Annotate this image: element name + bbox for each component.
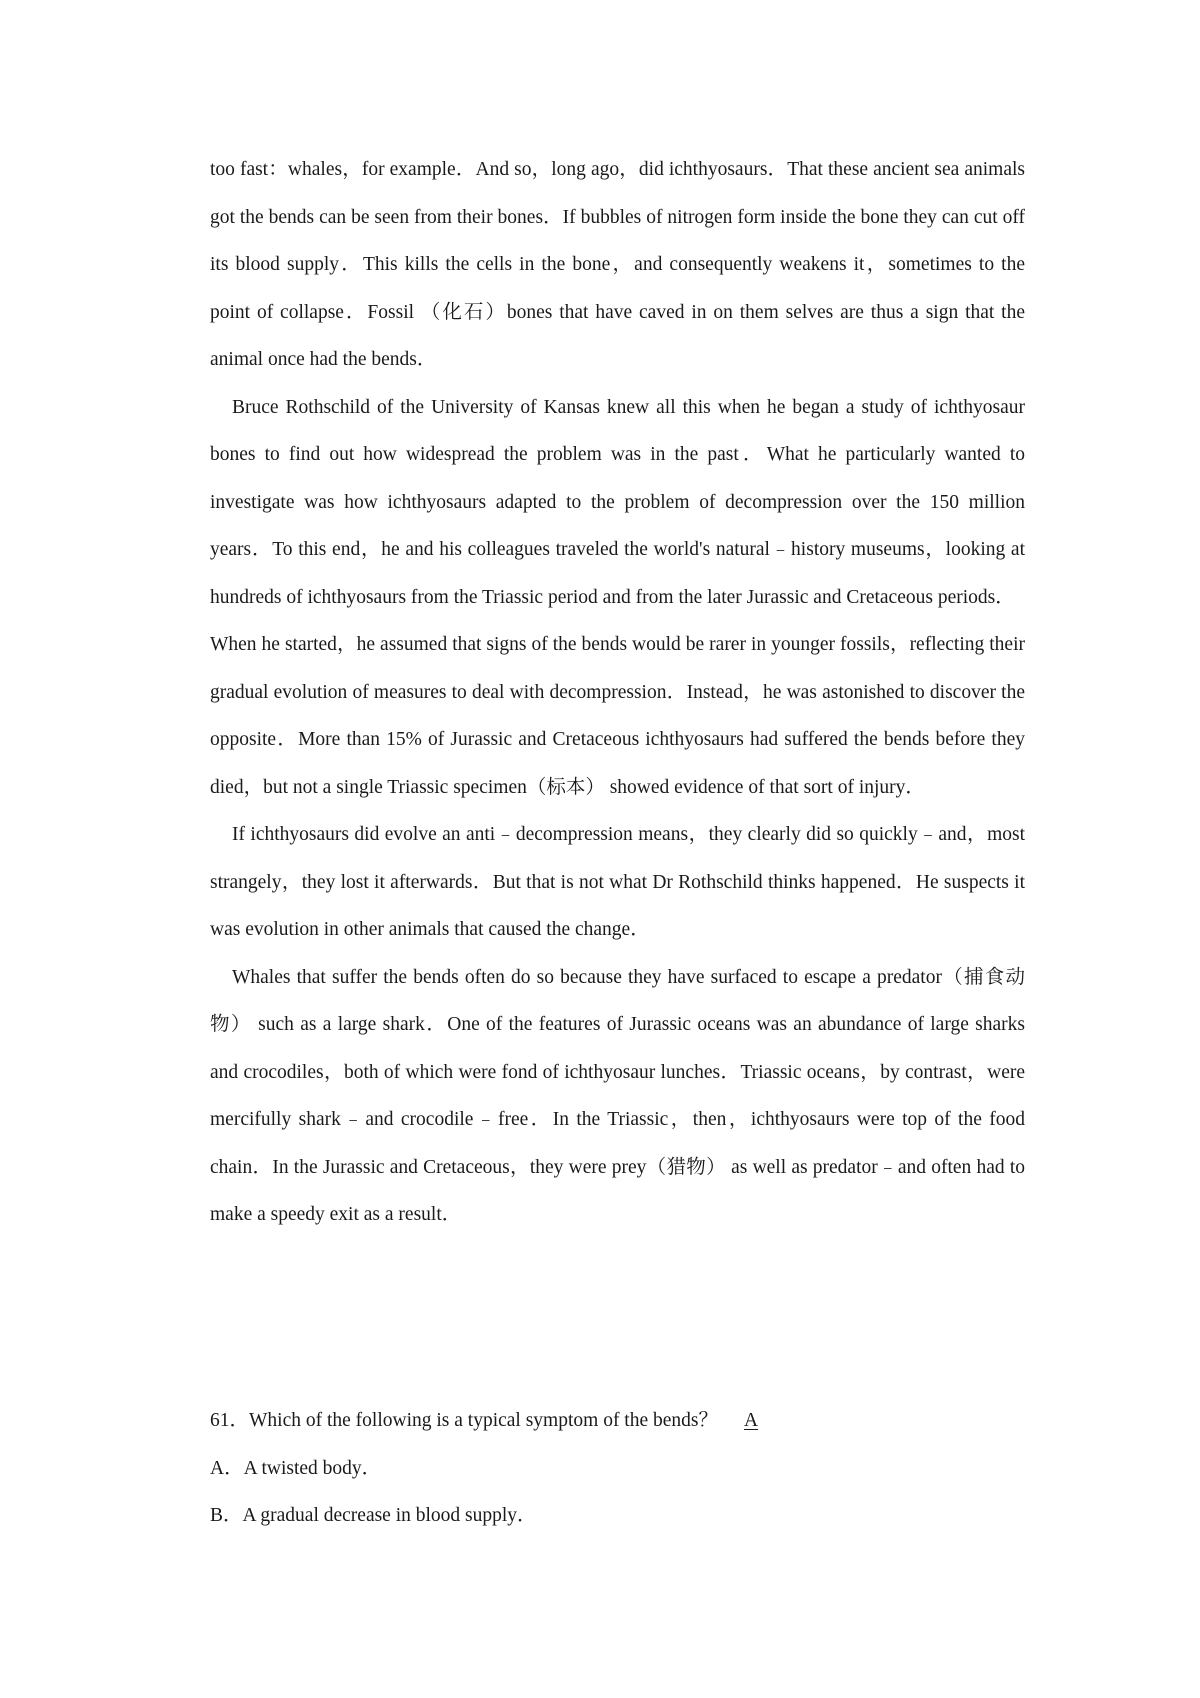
passage-paragraph-3: When he started，he assumed that signs of the bends would be rarer in younger fossils，reflecting their gradual evolution of measures to deal with decompression．Instead，he was astonished to discover the opposite．More than 15% of Jurassic and Cretaceous ichthyosaurs had suffered the bends before they died，but not a single Triassic specimen（标本） showed evidence of that sort of injury． — [210, 634, 1025, 798]
passage-paragraph-4: If ichthyosaurs did evolve an anti﹣decompression means，they clearly did so quickly﹣and，most strangely，they lost it afterwards．But that is not what Dr Rothschild thinks happened．He suspects it was evolution in other animals that caused the change． — [210, 824, 1025, 940]
passage-paragraph-5: Whales that suffer the bends often do so because they have surfaced to escape a predator（捕食动物） such as a large shark．One of the features of Jurassic oceans was an abundance of large sharks and crocodiles，both of which were fond of ichthyosaur lunches．Triassic oceans，by contrast，were mercifully shark﹣and crocodile﹣free．In the Triassic，then，ichthyosaurs were top of the food chain．In the Jurassic and Cretaceous，they were prey（猎物） as well as predator﹣and often had to make a speedy exit as a result． — [210, 966, 1025, 1225]
reading-passage — [210, 146, 1025, 1239]
answer-blank: A — [743, 1410, 759, 1431]
option-a: A．A twisted body． — [210, 1457, 382, 1479]
passage-paragraph-2: Bruce Rothschild of the University of Kansas knew all this when he began a study of ichthyosaur bones to find out how widespread the problem was in the past．What he particularly wanted to investigate was how ichthyosaurs adapted to the problem of decompression over the 150 million years．To this end，he and his colleagues traveled the world's natural﹣history museums，looking at hundreds of ichthyosaurs from the Triassic period and from the later Jurassic and Cretaceous periods． — [210, 396, 1025, 608]
question-stem-line — [210, 1397, 1025, 1445]
question-stem: 61．Which of the following is a typical symptom of the bends？ — [210, 1410, 718, 1431]
question-61 — [210, 1397, 1025, 1540]
passage-paragraph-1: too fast：whales，for example．And so，long ago，did ichthyosaurs．That these ancient sea animals got the bends can be seen from their bones．If bubbles of nitrogen form inside the bone they can cut off its blood supply．This kills the cells in the bone，and consequently weakens it，sometimes to the point of collapse．Fossil （化石）bones that have caved in on them selves are thus a sign that the animal once had the bends． — [210, 159, 1025, 370]
option-b: B．A gradual decrease in blood supply． — [210, 1505, 537, 1526]
